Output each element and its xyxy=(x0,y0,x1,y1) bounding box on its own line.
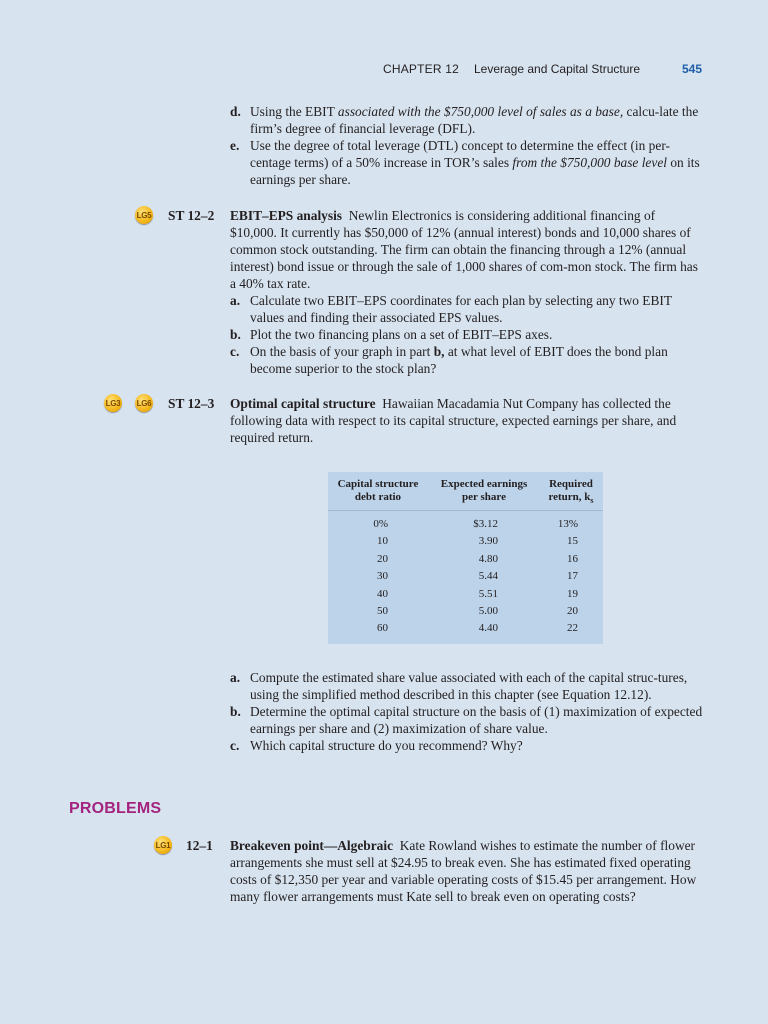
table-header-debt-ratio: Capital structure debt ratio xyxy=(337,478,419,503)
capital-structure-table xyxy=(328,472,603,644)
table-cell: 16 xyxy=(567,552,578,565)
learning-goal-badge: LG1 xyxy=(154,836,172,854)
learning-goal-badge: LG6 xyxy=(135,394,153,412)
learning-goal-badge: LG5 xyxy=(135,206,153,224)
table-cell: 22 xyxy=(567,622,578,635)
table-cell: 30 xyxy=(377,570,388,583)
problems-heading: PROBLEMS xyxy=(69,800,162,817)
chapter-label: CHAPTER 12 xyxy=(383,62,460,76)
chapter-title: Leverage and Capital Structure xyxy=(474,62,641,76)
table-cell: 15 xyxy=(567,535,578,548)
page-number: 545 xyxy=(682,62,703,76)
list-item: a. Calculate two EBIT–EPS coordinates for each plan by selecting any two EBIT values and finding their associated EPS values. xyxy=(230,293,672,325)
table-cell: 5.44 xyxy=(478,570,498,583)
list-item: c. Which capital structure do you recommend? Why? xyxy=(230,738,523,753)
problem-text xyxy=(230,837,704,905)
col-debt-ratio xyxy=(348,516,388,638)
table-cell: 3.90 xyxy=(478,535,498,548)
table-cell: 5.51 xyxy=(478,587,498,600)
st3-body: Hawaiian Macadamia Nut Company has collected the following data with respect to its capital structure, expected earnings per share, and required return. xyxy=(230,396,677,445)
table-cell: 0% xyxy=(373,518,388,530)
list-item: c. On the basis of your graph in part b, at what level of EBIT does the bond plan become superior to the stock plan? xyxy=(230,344,668,376)
table-cell: 40 xyxy=(377,587,388,600)
table-header-eps: Expected earnings per share xyxy=(440,478,528,503)
st3-intro xyxy=(230,395,704,446)
st2-intro xyxy=(230,207,704,292)
st3-number: ST 12–3 xyxy=(168,396,215,411)
intro-items xyxy=(230,103,702,188)
table-cell: 19 xyxy=(567,587,578,600)
table-cell: 4.80 xyxy=(478,552,498,565)
list-item: b. Plot the two financing plans on a set of EBIT–EPS axes. xyxy=(230,327,553,342)
table-cell: 5.00 xyxy=(478,605,498,618)
table-cell: 20 xyxy=(377,552,388,565)
list-item: b. Determine the optimal capital structure on the basis of (1) maximization of expected earnings per share and (2) maximization of share value. xyxy=(230,704,703,736)
list-item: a. Compute the estimated share value associated with each of the capital struc-tures, using the simplified method described in this chapter (see Equation 12.12). xyxy=(230,670,688,702)
st2-body: Newlin Electronics is considering additional financing of $10,000. It currently has $50,000 of 12% (annual interest) bonds and 10,000 shares of common stock outstanding. The firm can obtain the financing through a 12% (annual interest) bond issue or through the sale of 1,000 shares of com-mon stock. The firm has a 40% tax rate. xyxy=(230,208,698,291)
list-item: e. Use the degree of total leverage (DTL) concept to determine the effect (in per-centage terms) of a 50% increase in TOR’s sales from the $750,000 base level on its earnings per share. xyxy=(230,138,700,187)
table-cell: 20 xyxy=(567,605,578,618)
st2-title: EBIT–EPS analysis xyxy=(230,208,343,223)
problem-title: Breakeven point—Algebraic xyxy=(230,838,394,853)
table-header-divider xyxy=(328,510,603,511)
table-cell: 50 xyxy=(377,605,388,618)
table-cell: 13% xyxy=(557,518,578,530)
page-header xyxy=(0,60,768,80)
table-header-required-return: Required return, $k_s$ xyxy=(548,478,594,506)
learning-goal-badge: LG3 xyxy=(104,394,122,412)
col-eps xyxy=(458,516,498,638)
st2-text xyxy=(230,207,704,377)
table-cell: 10 xyxy=(377,535,388,548)
col-required-return xyxy=(552,516,578,638)
problem-number: 12–1 xyxy=(186,838,213,853)
st3-title: Optimal capital structure xyxy=(230,396,376,411)
table-cell: $3.12 xyxy=(473,518,498,530)
problem-body: Kate Rowland wishes to estimate the number of flower arrangements she must sell at $24.95 to break even. She has estimated fixed operating costs of $12,350 per year and variable operating costs of $15.45 per arrangement. How many flower arrangements must Kate sell to break even on operating costs? xyxy=(230,838,697,904)
table-cell: 60 xyxy=(377,622,388,635)
st3-items xyxy=(230,669,704,754)
table-cell: 17 xyxy=(567,570,578,583)
st2-number: ST 12–2 xyxy=(168,208,215,223)
list-item: d. Using the EBIT associated with the $750,000 level of sales as a base, calcu-late the firm’s degree of financial leverage (DFL). xyxy=(230,104,699,136)
table-cell: 4.40 xyxy=(478,622,498,635)
